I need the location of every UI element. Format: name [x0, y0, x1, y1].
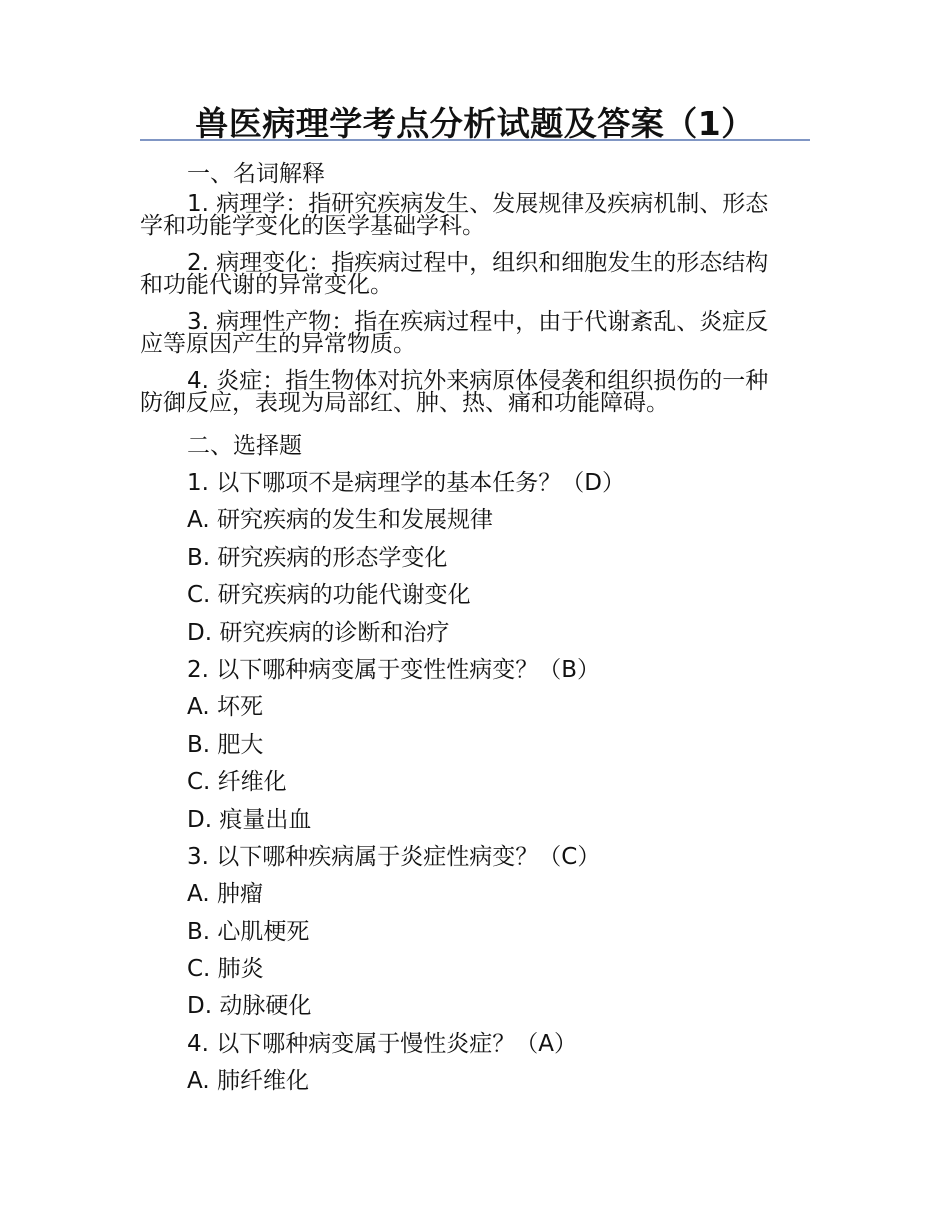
question-text: 1. 以下哪项不是病理学的基本任务？（D） [187, 470, 625, 496]
answer-option: A. 研究疾病的发生和发展规律 [187, 507, 493, 534]
answer-option: D. 研究疾病的诊断和治疗 [187, 619, 450, 646]
answer-option: B. 研究疾病的形态学变化 [187, 544, 448, 571]
answer-option: C. 纤维化 [187, 769, 287, 796]
answer-option: B. 肥大 [187, 731, 264, 758]
question-text: 2. 以下哪种病变属于变性性病变？（B） [187, 656, 601, 683]
section-heading-choices: 二、选择题 [187, 433, 302, 459]
answer-option: A. 肿瘤 [187, 881, 263, 908]
answer-option: C. 肺炎 [187, 956, 264, 983]
answer-option: B. 心肌梗死 [187, 918, 310, 945]
definition-line: 1. 病理学：指研究疾病发生、发展规律及疾病机制、形态 [187, 191, 769, 217]
document-body [140, 157, 810, 1101]
definition-line: 和功能代谢的异常变化。 [140, 272, 393, 298]
definition-line: 2. 病理变化：指疾病过程中，组织和细胞发生的形态结构 [187, 250, 769, 276]
answer-option: D. 痕量出血 [187, 806, 312, 833]
answer-option: D. 动脉硬化 [187, 993, 312, 1020]
answer-option: A. 坏死 [187, 694, 263, 721]
definition-line: 应等原因产生的异常物质。 [140, 331, 416, 357]
definition-item [140, 191, 810, 250]
definition-line: 3. 病理性产物：指在疾病过程中，由于代谢紊乱、炎症反 [187, 309, 769, 335]
definition-item [140, 250, 810, 309]
answer-option: C. 研究疾病的功能代谢变化 [187, 582, 471, 609]
question-text: 4. 以下哪种病变属于慢性炎症？（A） [187, 1030, 577, 1057]
definition-line: 防御反应，表现为局部红、肿、热、痛和功能障碍。 [140, 390, 669, 416]
definition-item [140, 309, 810, 368]
document-title: 兽医病理学考点分析试题及答案（1） [195, 104, 755, 143]
answer-option: A. 肺纤维化 [187, 1068, 309, 1095]
title-underline [140, 139, 810, 141]
section-heading-definitions: 一、名词解释 [187, 161, 325, 187]
definition-line: 学和功能学变化的医学基础学科。 [140, 213, 485, 239]
definition-line: 4. 炎症：指生物体对抗外来病原体侵袭和组织损伤的一种 [187, 368, 769, 394]
definition-item [140, 368, 810, 427]
question-text: 3. 以下哪种疾病属于炎症性病变？（C） [187, 843, 601, 870]
